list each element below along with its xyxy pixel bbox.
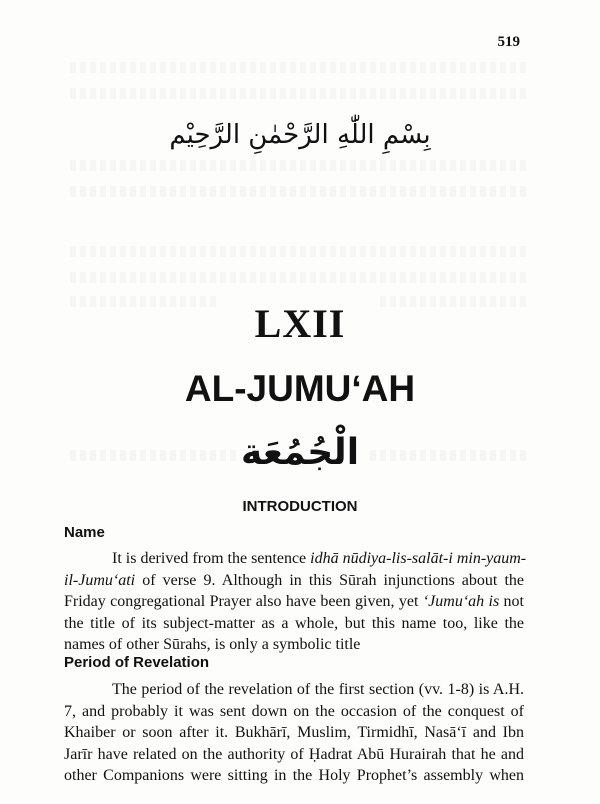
text-line: il-Jumu‘ati of verse 9. Although in this Sūrah injunctions about the <box>64 571 524 589</box>
text-line: The period of the revelation of the first section (vv. 1-8) is A.H. <box>112 681 524 698</box>
text-line: 7, and probably it was sent down on the occasion of the conquest of <box>64 702 524 720</box>
bleed-through <box>70 160 530 171</box>
introduction-heading: INTRODUCTION <box>242 498 358 515</box>
bleed-through <box>70 62 530 73</box>
text-line: names of other Sūrahs, is only a symbolic title <box>64 636 361 653</box>
surah-title-arabic: الْجُمُعَة <box>240 432 360 473</box>
text-line: Friday congregational Prayer also have been given, yet ‘Jumu‘ah is not <box>64 593 525 610</box>
page-number: 519 <box>497 34 520 50</box>
text-line: It is derived from the sentence idhā nūdiya-lis-salāt-i min-yaum- <box>112 550 527 567</box>
italic-phrase: ‘Jumu‘ah is <box>422 593 500 610</box>
surah-title: AL-JUMU‘AH <box>184 368 416 409</box>
italic-phrase: il-Jumu‘ati <box>64 571 136 589</box>
name-section-heading: Name <box>64 524 105 541</box>
italic-phrase: idhā nūdiya-lis-salāt-i min-yaum- <box>310 550 527 567</box>
text-line: the title of its subject-matter as a whole, but this name too, like the <box>64 614 524 632</box>
bleed-through <box>70 186 530 197</box>
bismillah-calligraphy: بِسْمِ اللّٰهِ الرَّحْمٰنِ الرَّحِيْم <box>169 120 431 150</box>
bleed-through <box>70 88 530 99</box>
surah-number: LXII <box>254 301 346 346</box>
period-section-heading: Period of Revelation <box>64 654 210 671</box>
text-line: other Companions were sitting in the Holy Prophet’s assembly when <box>64 767 524 784</box>
period-section-paragraph <box>64 679 524 787</box>
bleed-through <box>70 272 530 283</box>
bleed-through <box>70 246 530 257</box>
name-section-paragraph <box>64 548 527 656</box>
text-line: Khaiber or soon after it. Bukhārī, Muslim, Tirmidhī, Nasā‘ī and Ibn <box>64 724 524 741</box>
text-line: Jarīr have related on the authority of Ḥadrat Abū Hurairah that he and <box>64 745 524 763</box>
